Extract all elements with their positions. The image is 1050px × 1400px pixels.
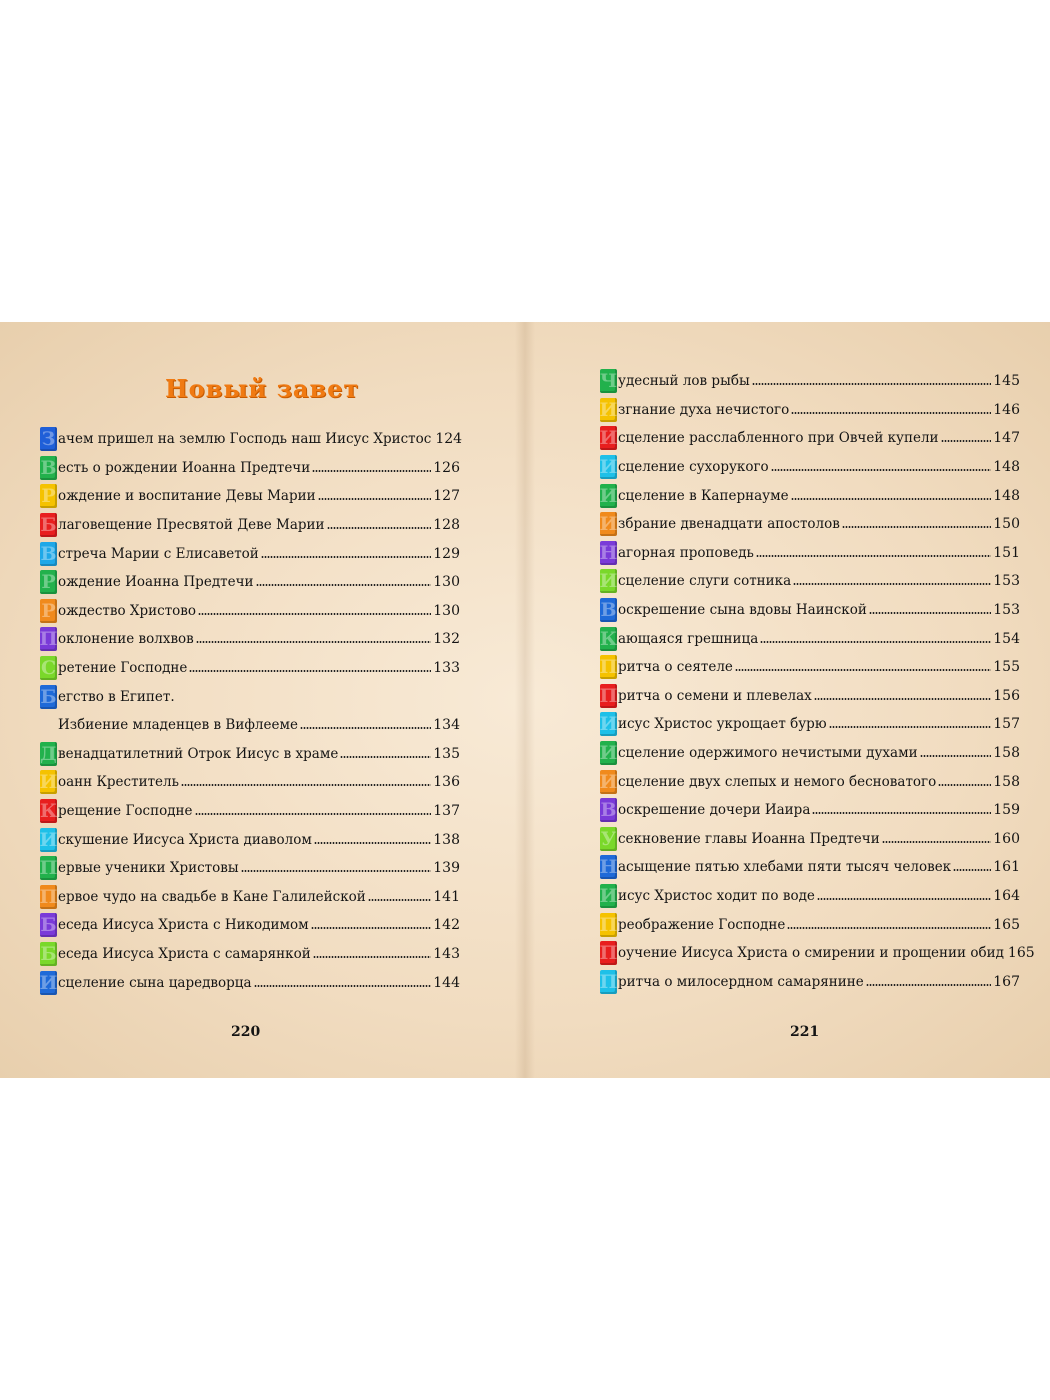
dot-leader [866, 984, 992, 986]
toc-entry-title: секновение главы Иоанна Предтечи [618, 830, 880, 847]
toc-page-number: 147 [993, 430, 1020, 447]
dot-leader [196, 641, 431, 643]
dot-leader [327, 527, 432, 529]
drop-cap-initial: Б [40, 914, 57, 937]
toc-page-number: 158 [993, 773, 1020, 790]
toc-entry-title: сцеление сухорукого [618, 459, 769, 476]
drop-cap-initial: В [40, 456, 57, 479]
toc-page-number: 164 [993, 887, 1020, 904]
toc-page-number: 155 [993, 659, 1020, 676]
dot-leader [869, 612, 991, 614]
toc-page-number: 157 [993, 716, 1020, 733]
toc-entry-title: сцеление одержимого нечистыми духами [618, 745, 918, 762]
drop-cap-initial: Р [41, 485, 56, 508]
toc-entry-title: венадцатилетний Отрок Иисус в храме [58, 745, 339, 762]
toc-entry-title: ождение и воспитание Девы Марии [58, 488, 316, 505]
toc-page-number: 158 [993, 745, 1020, 762]
dot-leader [313, 956, 432, 958]
toc-entry [40, 539, 460, 568]
toc-entry [40, 425, 463, 454]
toc-entry [600, 481, 1020, 510]
toc-page-number: 136 [433, 774, 460, 791]
toc-entry-title: ритча о милосердном самарянине [618, 973, 864, 990]
toc-page-number: 141 [433, 888, 460, 905]
toc-page-number: 165 [993, 916, 1020, 933]
toc-page-number: 150 [993, 516, 1020, 533]
toc-entry [40, 883, 460, 912]
toc-page-number: 165 [1007, 945, 1035, 962]
drop-cap-initial: К [39, 800, 58, 823]
drop-cap-initial: Р [41, 571, 56, 594]
toc-entry [600, 367, 1020, 396]
toc-entry [40, 511, 460, 540]
toc-entry [600, 882, 1020, 911]
toc-entry-title: егство в Египет. [58, 688, 175, 705]
page-number-right: 221 [790, 1024, 820, 1040]
toc-entry-title: ритча о семени и плевелах [618, 687, 812, 704]
toc-page-number: 161 [993, 859, 1020, 876]
toc-entry [40, 597, 460, 626]
dot-leader [941, 440, 992, 442]
toc-page-number: 146 [993, 401, 1020, 418]
toc-entry-title: сцеление двух слепых и немого бесноватого [618, 773, 937, 790]
toc-entry [40, 682, 460, 711]
drop-cap-initial: Н [599, 541, 618, 564]
toc-entry-title: ождество Христово [58, 602, 197, 619]
toc-entry [600, 396, 1020, 425]
toc-page-number: 124 [435, 431, 463, 448]
drop-cap-initial: В [600, 599, 617, 622]
toc-page-number: 139 [433, 860, 460, 877]
dot-leader [340, 756, 431, 758]
toc-entry [600, 967, 1020, 996]
drop-cap-initial: П [599, 970, 618, 993]
drop-cap-initial: В [600, 799, 617, 822]
drop-cap-initial: И [39, 971, 58, 994]
toc-entry-title: лаговещение Пресвятой Деве Марии [58, 517, 325, 534]
drop-cap-initial: Р [41, 599, 56, 622]
dot-leader [791, 498, 992, 500]
toc-entry-title: рещение Господне [58, 803, 193, 820]
toc-entry [600, 624, 1020, 653]
drop-cap-initial: П [599, 942, 618, 965]
toc-entry [600, 739, 1020, 768]
toc-entry [600, 710, 1020, 739]
toc-entry-title: асыщение пятью хлебами пяти тысяч человек [618, 859, 952, 876]
toc-page-number: 153 [993, 573, 1020, 590]
toc-page-number: 127 [433, 488, 460, 505]
toc-page-number: 130 [433, 602, 460, 619]
drop-cap-initial: И [599, 742, 618, 765]
toc-page-number: 137 [433, 803, 460, 820]
toc-entry [600, 796, 1020, 825]
drop-cap-initial: С [40, 657, 57, 680]
book-spread [0, 322, 1050, 1078]
dot-leader [953, 869, 991, 871]
toc-entry [40, 654, 460, 683]
toc-entry-title: еседа Иисуса Христа с Никодимом [58, 917, 309, 934]
toc-entry-title: есть о рождении Иоанна Предтечи [58, 459, 311, 476]
drop-cap-initial: И [599, 570, 618, 593]
toc-page-number: 167 [993, 973, 1020, 990]
dot-leader [312, 470, 431, 472]
toc-entry-title: оскрешение сына вдовы Наинской [618, 602, 867, 619]
toc-entry [600, 825, 1020, 854]
drop-cap-initial: Н [599, 856, 618, 879]
toc-page-number: 144 [433, 974, 460, 991]
toc-entry [600, 539, 1020, 568]
dot-leader [812, 812, 991, 814]
toc-entry-title: реображение Господне [618, 916, 786, 933]
toc-entry-title: ождение Иоанна Предтечи [58, 574, 254, 591]
drop-cap-initial: П [39, 885, 58, 908]
toc-entry [40, 740, 460, 769]
drop-cap-initial: Б [40, 685, 57, 708]
toc-entry [600, 682, 1020, 711]
toc-page-number: 153 [993, 602, 1020, 619]
toc-entry [40, 825, 460, 854]
dot-leader [368, 899, 431, 901]
toc-entry-title: еседа Иисуса Христа с самарянкой [58, 945, 311, 962]
toc-page-number: 126 [433, 459, 460, 476]
toc-entry-title: ретение Господне [58, 660, 188, 677]
toc-entry-title: исус Христос ходит по воде [618, 887, 815, 904]
toc-page-number: 143 [433, 945, 460, 962]
dot-leader [814, 698, 991, 700]
toc-entry-title: збрание двенадцати апостолов [618, 516, 840, 533]
toc-entry-title: ервое чудо на свадьбе в Кане Галилейской [58, 888, 366, 905]
dot-leader [752, 383, 992, 385]
dot-leader [256, 584, 432, 586]
dot-leader [261, 556, 431, 558]
drop-cap-initial: И [599, 427, 618, 450]
toc-entry [40, 768, 460, 797]
toc-entry [600, 567, 1020, 596]
page-number-left: 220 [231, 1024, 261, 1040]
left-page [0, 322, 525, 1078]
toc-entry-title: Избиение младенцев в Вифлееме [58, 717, 298, 734]
toc-page-number: 138 [433, 831, 460, 848]
toc-page-number: 132 [433, 631, 460, 648]
dot-leader [882, 841, 992, 843]
toc-page-number: 156 [993, 687, 1020, 704]
toc-entry-title: агорная проповедь [618, 544, 754, 561]
dot-leader [318, 498, 432, 500]
dot-leader [787, 927, 991, 929]
toc-page-number: 134 [433, 717, 460, 734]
dot-leader [181, 784, 431, 786]
dot-leader [198, 613, 431, 615]
drop-cap-initial: В [40, 542, 57, 565]
drop-cap-initial: И [39, 771, 58, 794]
toc-entry-title: оклонение волхвов [58, 631, 194, 648]
dot-leader [311, 927, 432, 929]
toc-entry [40, 568, 460, 597]
drop-cap-initial: И [599, 713, 618, 736]
dot-leader [195, 813, 432, 815]
toc-entry-title: ервые ученики Христовы [58, 860, 239, 877]
toc-entry [40, 968, 460, 997]
drop-cap-initial: Ч [599, 370, 618, 393]
drop-cap-initial: Б [40, 514, 57, 537]
toc-entry-title: ающаяся грешница [618, 630, 759, 647]
toc-entry-title: згнание духа нечистого [618, 401, 790, 418]
toc-page-number: 129 [433, 545, 460, 562]
toc-entry [600, 767, 1020, 796]
toc-entry [40, 454, 460, 483]
drop-cap-initial: У [600, 827, 617, 850]
dot-leader [920, 755, 992, 757]
dot-leader [189, 670, 431, 672]
drop-cap-initial: П [39, 857, 58, 880]
toc-page-number: 160 [993, 830, 1020, 847]
dot-leader [817, 898, 991, 900]
drop-cap-initial: И [599, 398, 618, 421]
toc-entry-title: ритча о сеятеле [618, 659, 733, 676]
drop-cap-initial: И [599, 456, 618, 479]
toc-page-number: 135 [433, 745, 460, 762]
dot-leader [842, 526, 991, 528]
toc-entry-title: оскрешение дочери Иаира [618, 802, 811, 819]
toc-entry [600, 510, 1020, 539]
drop-cap-initial: И [599, 770, 618, 793]
toc-entry [40, 482, 460, 511]
toc-page-number: 130 [433, 574, 460, 591]
toc-entry-title: оучение Иисуса Христа о смирении и прощении обид [618, 945, 1004, 962]
dot-leader [791, 412, 991, 414]
toc-entry [600, 596, 1020, 625]
drop-cap-initial: Б [40, 942, 57, 965]
dot-leader [760, 641, 991, 643]
section-title: Новый завет [165, 374, 360, 403]
toc-page-number: 151 [993, 544, 1020, 561]
drop-cap-initial: П [39, 628, 58, 651]
dot-leader [241, 870, 432, 872]
toc-entry-title: сцеление расслабленного при Овчей купели [618, 430, 939, 447]
drop-cap-initial: Д [40, 742, 57, 765]
toc-entry-title: сцеление слуги сотника [618, 573, 792, 590]
toc-entry-title: ачем пришел на землю Господь наш Иисус Христос [58, 431, 432, 448]
toc-page-number: 159 [993, 802, 1020, 819]
toc-entry [40, 797, 460, 826]
drop-cap-initial: З [41, 428, 56, 451]
table-of-contents-right [599, 367, 1035, 996]
dot-leader [300, 727, 431, 729]
toc-page-number: 133 [433, 660, 460, 677]
toc-entry [40, 911, 460, 940]
dot-leader [254, 985, 432, 987]
toc-entry [40, 854, 460, 883]
toc-page-number: 154 [993, 630, 1020, 647]
toc-page-number: 142 [433, 917, 460, 934]
table-of-contents-left [39, 425, 463, 997]
toc-entry [40, 711, 460, 740]
right-page [525, 322, 1050, 1078]
dot-leader [793, 583, 991, 585]
toc-entry [600, 853, 1020, 882]
toc-entry [40, 625, 460, 654]
dot-leader [314, 842, 431, 844]
drop-cap-initial: И [599, 513, 618, 536]
drop-cap-initial: И [599, 484, 618, 507]
toc-entry [600, 424, 1020, 453]
drop-cap-initial: П [599, 656, 618, 679]
toc-entry [599, 939, 1035, 968]
toc-page-number: 148 [993, 487, 1020, 504]
dot-leader [756, 555, 991, 557]
toc-entry [600, 910, 1020, 939]
drop-cap-initial: И [599, 884, 618, 907]
dot-leader [771, 469, 992, 471]
toc-entry-title: удесный лов рыбы [618, 373, 750, 390]
toc-entry-title: стреча Марии с Елисаветой [58, 545, 259, 562]
toc-entry [600, 653, 1020, 682]
drop-cap-initial: П [599, 684, 618, 707]
toc-page-number: 145 [993, 373, 1020, 390]
drop-cap-initial: К [599, 627, 618, 650]
toc-entry-title: исус Христос укрощает бурю [618, 716, 827, 733]
drop-cap-initial: И [39, 828, 58, 851]
toc-entry-title: сцеление в Капернауме [618, 487, 789, 504]
dot-leader [938, 784, 991, 786]
toc-entry-title: оанн Креститель [58, 774, 179, 791]
toc-entry [600, 453, 1020, 482]
toc-entry-title: скушение Иисуса Христа диаволом [58, 831, 312, 848]
dot-leader [829, 726, 992, 728]
dot-leader [735, 669, 991, 671]
toc-page-number: 148 [993, 459, 1020, 476]
toc-page-number: 128 [433, 517, 460, 534]
toc-entry-title: сцеление сына царедворца [58, 974, 252, 991]
drop-cap-initial: П [599, 913, 618, 936]
toc-entry [40, 940, 460, 969]
